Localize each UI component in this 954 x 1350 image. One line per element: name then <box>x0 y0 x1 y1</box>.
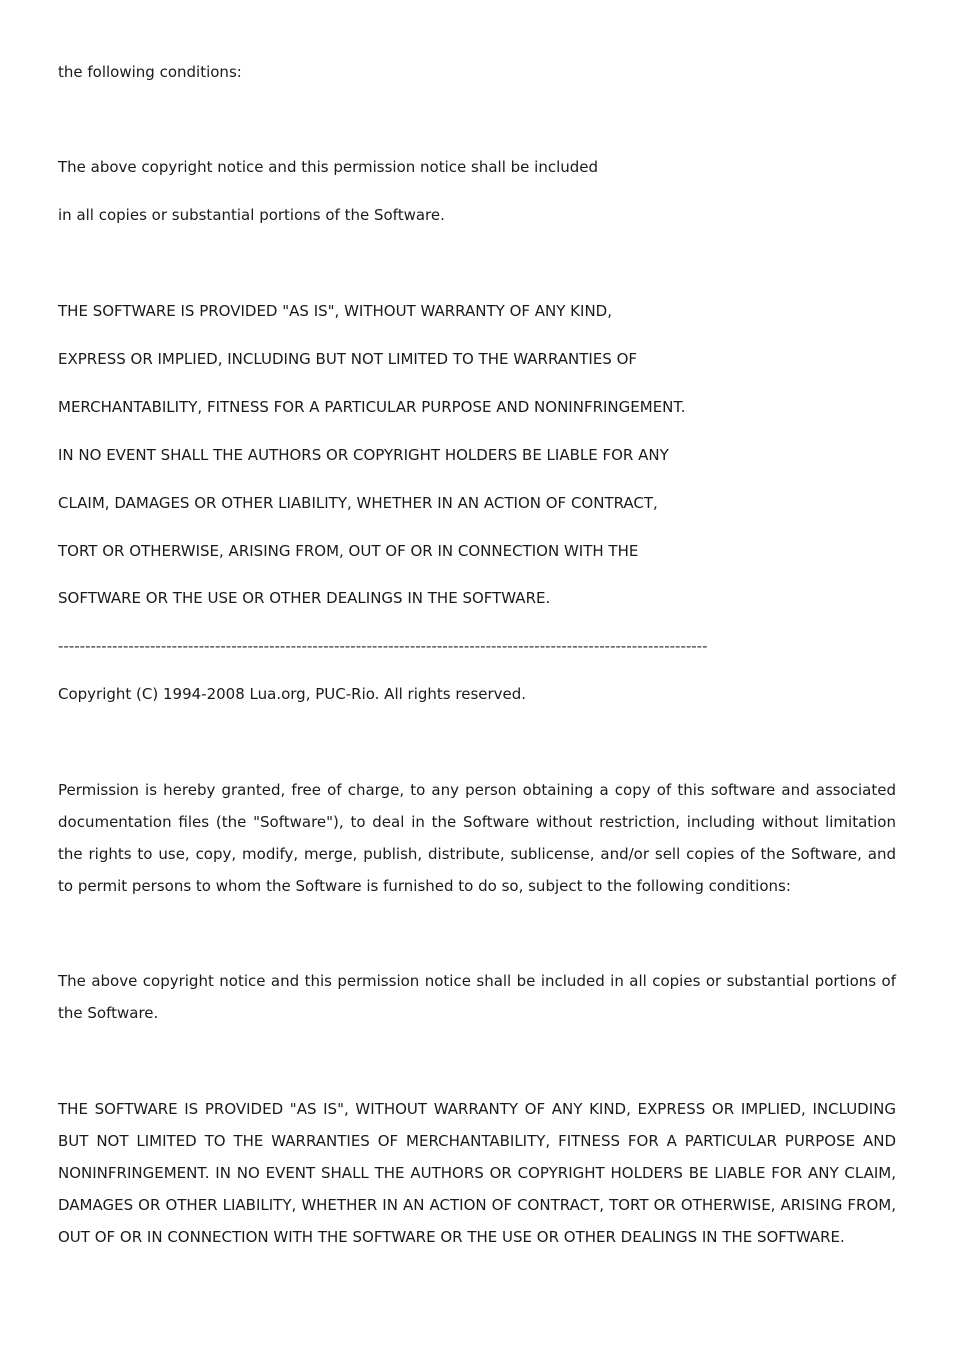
warranty-line-4: IN NO EVENT SHALL THE AUTHORS OR COPYRIGHT HOLDERS BE LIABLE FOR ANY <box>58 446 669 464</box>
warranty-line-3: MERCHANTABILITY, FITNESS FOR A PARTICULAR PURPOSE AND NONINFRINGEMENT. <box>58 398 686 416</box>
warranty-line-7: SOFTWARE OR THE USE OR OTHER DEALINGS IN THE SOFTWARE. <box>58 589 551 607</box>
warranty-paragraph: THE SOFTWARE IS PROVIDED "AS IS", WITHOUT WARRANTY OF ANY KIND, EXPRESS OR IMPLIED, INCLUDING BUT NOT LIMITED TO THE WARRANTIES OF MERCHANTABILITY, FITNESS FOR A PARTICULAR PURPOSE AND NONINFRINGEMENT. IN NO EVENT SHALL THE AUTHORS OR COPYRIGHT HOLDERS BE LIABLE FOR ANY CLAIM, DAMAGES OR OTHER LIABILITY, WHETHER IN AN ACTION OF CONTRACT, TORT OR OTHERWISE, ARISING FROM, OUT OF OR IN CONNECTION WITH THE SOFTWARE OR THE USE OR OTHER DEALINGS IN THE SOFTWARE. <box>58 1100 896 1246</box>
conditions-line: the following conditions: <box>58 63 242 81</box>
warranty-line-5: CLAIM, DAMAGES OR OTHER LIABILITY, WHETHER IN AN ACTION OF CONTRACT, <box>58 494 658 512</box>
warranty-line-2: EXPRESS OR IMPLIED, INCLUDING BUT NOT LIMITED TO THE WARRANTIES OF <box>58 350 638 368</box>
permission-paragraph: Permission is hereby granted, free of charge, to any person obtaining a copy of this software and associated documentation files (the "Software"), to deal in the Software without restriction, including without limitation the rights to use, copy, modify, merge, publish, distribute, sublicense, and/or sell copies of the Software, and to permit persons to whom the Software is furnished to do so, subject to the following conditions: <box>58 781 896 895</box>
warranty-line-1: THE SOFTWARE IS PROVIDED "AS IS", WITHOUT WARRANTY OF ANY KIND, <box>58 302 612 320</box>
notice-paragraph: The above copyright notice and this permission notice shall be included in all copies or substantial portions of the Software. <box>58 972 896 1022</box>
separator-rule: ------------------------------------------------------------------------------------------------------------------------ <box>58 637 708 655</box>
copyright-line: Copyright (C) 1994-2008 Lua.org, PUC-Rio. All rights reserved. <box>58 685 527 703</box>
notice-line-2: in all copies or substantial portions of the Software. <box>58 206 445 224</box>
warranty-line-6: TORT OR OTHERWISE, ARISING FROM, OUT OF OR IN CONNECTION WITH THE <box>58 542 639 560</box>
notice-line-1: The above copyright notice and this permission notice shall be included <box>58 158 599 176</box>
